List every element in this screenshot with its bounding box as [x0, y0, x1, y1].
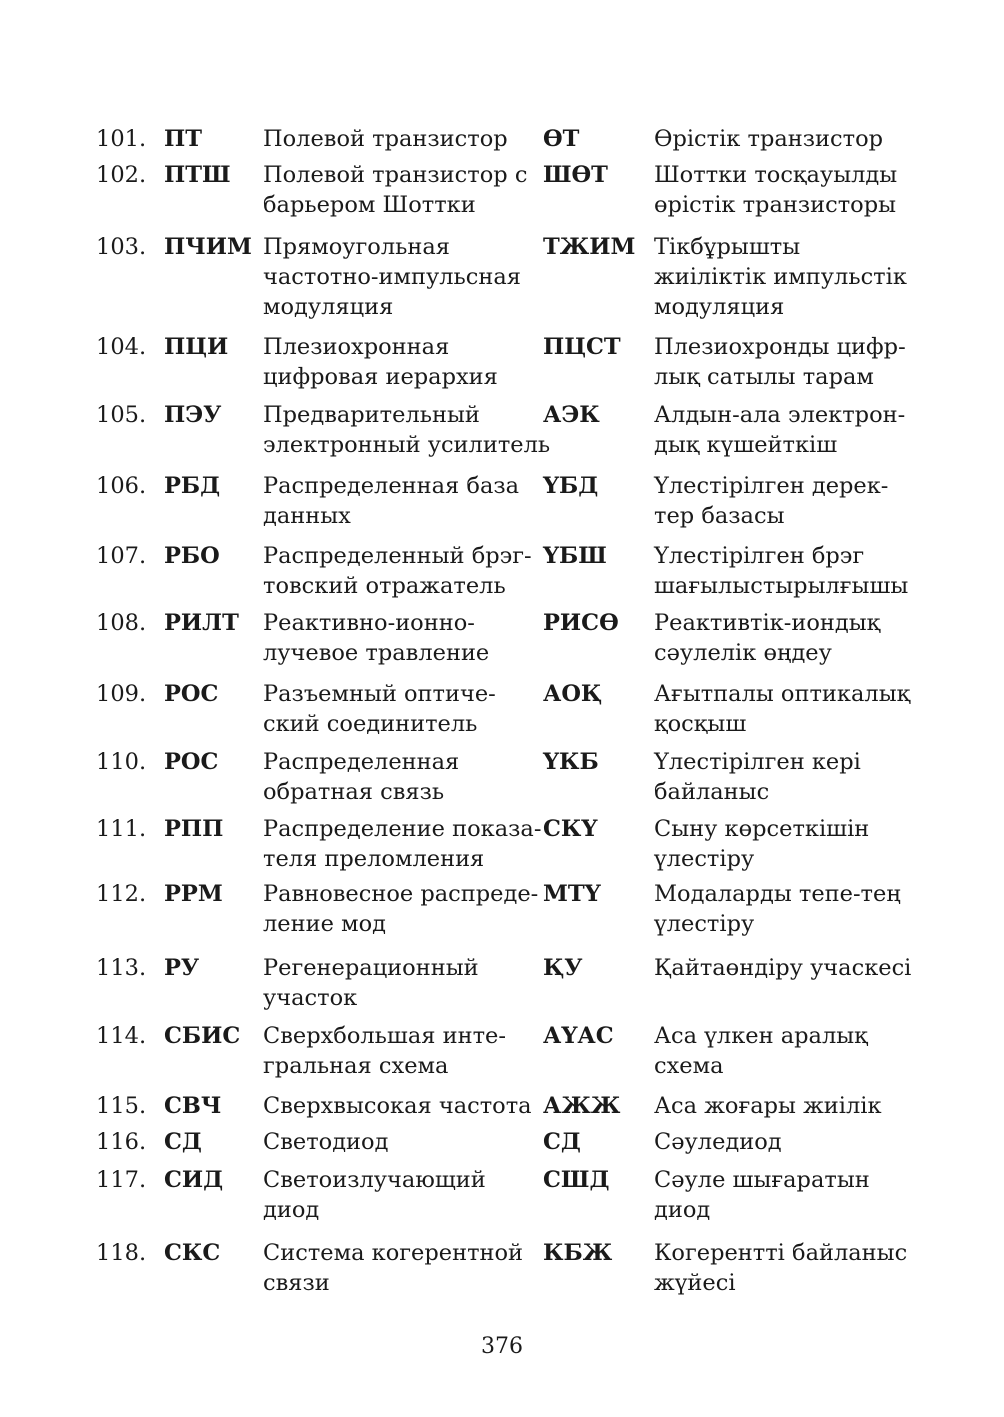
kazakh-term-line: Модаларды тепе-тең	[654, 881, 901, 907]
russian-term-line: частотно-импульсная	[263, 264, 521, 290]
entry-number: 102.	[96, 162, 147, 188]
russian-term	[263, 400, 551, 460]
russian-abbreviation: РБД	[164, 473, 221, 499]
entry-number: 114.	[96, 1023, 147, 1049]
kazakh-term-line: тер базасы	[654, 503, 785, 529]
russian-term-line: Полевой транзистор с	[263, 162, 528, 188]
russian-term-line: Реактивно-ионно-	[263, 610, 475, 636]
russian-term-line: гральная схема	[263, 1053, 449, 1079]
russian-abbreviation: СВЧ	[164, 1093, 222, 1119]
kazakh-term-line: шағылыстырылғышы	[654, 573, 909, 599]
russian-term	[263, 332, 533, 392]
kazakh-term	[654, 400, 954, 460]
russian-term-line: Сверхбольшая инте-	[263, 1023, 506, 1049]
kazakh-abbreviation: ТЖИМ	[543, 234, 636, 260]
kazakh-term-line: Сәуледиод	[654, 1129, 782, 1155]
kazakh-term-line: Сәуле шығаратын	[654, 1167, 870, 1193]
kazakh-term	[654, 471, 954, 531]
kazakh-abbreviation: АОҚ	[543, 681, 603, 707]
russian-abbreviation: СД	[164, 1129, 202, 1155]
kazakh-abbreviation: ПЦСТ	[543, 334, 621, 360]
kazakh-abbreviation: МТҮ	[543, 881, 601, 907]
entry-number: 108.	[96, 610, 147, 636]
kazakh-term	[654, 541, 954, 601]
entry-number: 109.	[96, 681, 147, 707]
kazakh-term	[654, 1238, 954, 1298]
russian-abbreviation: ПЦИ	[164, 334, 229, 360]
kazakh-abbreviation: РИСӨ	[543, 610, 619, 636]
russian-term	[263, 1091, 533, 1121]
kazakh-term-line: лық сатылы тарам	[654, 364, 874, 390]
russian-term-line: Равновесное распреде-	[263, 881, 539, 907]
kazakh-term-line: модуляция	[654, 294, 785, 320]
russian-term	[263, 747, 533, 807]
russian-term-line: Сверхвысокая частота	[263, 1093, 532, 1119]
russian-term-line: Светоизлучающий	[263, 1167, 486, 1193]
entry-number: 112.	[96, 881, 147, 907]
russian-term	[263, 1238, 533, 1298]
kazakh-abbreviation: ҚУ	[543, 955, 583, 981]
kazakh-term-line: Өрістік транзистор	[654, 126, 884, 152]
kazakh-term-line: Ағытпалы оптикалық	[654, 681, 911, 707]
kazakh-term	[654, 1091, 954, 1121]
kazakh-term	[654, 1127, 954, 1157]
russian-term	[263, 160, 533, 220]
entry-number: 103.	[96, 234, 147, 260]
russian-term	[263, 1021, 533, 1081]
entry-number: 101.	[96, 126, 147, 152]
kazakh-term-line: Реактивтік-иондық	[654, 610, 881, 636]
kazakh-abbreviation: ШӨТ	[543, 162, 608, 188]
kazakh-term	[654, 814, 954, 874]
russian-term-line: барьером Шоттки	[263, 192, 476, 218]
russian-abbreviation: ПТШ	[164, 162, 231, 188]
kazakh-abbreviation: ҮКБ	[543, 749, 599, 775]
page-number: 376	[481, 1334, 523, 1359]
russian-abbreviation: СКС	[164, 1240, 221, 1266]
russian-term	[263, 1165, 533, 1225]
entry-number: 110.	[96, 749, 147, 775]
russian-term-line: Светодиод	[263, 1129, 389, 1155]
kazakh-term	[654, 608, 954, 668]
russian-term-line: товский отражатель	[263, 573, 506, 599]
entry-number: 113.	[96, 955, 147, 981]
russian-term	[263, 124, 533, 154]
kazakh-abbreviation: ӨТ	[543, 126, 580, 152]
russian-term	[263, 541, 533, 601]
kazakh-term-line: Үлестірілген дерек-	[654, 473, 889, 499]
entry-number: 117.	[96, 1167, 147, 1193]
russian-term-line: ление мод	[263, 911, 386, 937]
russian-term-line: электронный усилитель	[263, 432, 551, 458]
kazakh-term	[654, 232, 954, 322]
kazakh-term-line: қосқыш	[654, 711, 747, 737]
kazakh-abbreviation: СКҮ	[543, 816, 598, 842]
kazakh-term-line: Тікбұрышты	[654, 234, 801, 260]
entry-number: 111.	[96, 816, 147, 842]
kazakh-term	[654, 124, 954, 154]
kazakh-term-line: диод	[654, 1197, 711, 1223]
russian-abbreviation: ПТ	[164, 126, 202, 152]
kazakh-term	[654, 160, 954, 220]
russian-term-line: Плезиохронная	[263, 334, 450, 360]
kazakh-term-line: схема	[654, 1053, 724, 1079]
kazakh-term-line: Үлестірілген брэг	[654, 543, 865, 569]
kazakh-term-line: Аса жоғары жиілік	[654, 1093, 882, 1119]
russian-abbreviation: РОС	[164, 681, 219, 707]
kazakh-term	[654, 1021, 954, 1081]
russian-term-line: Предварительный	[263, 402, 480, 428]
russian-abbreviation: РОС	[164, 749, 219, 775]
russian-term-line: Прямоугольная	[263, 234, 450, 260]
kazakh-term-line: Шоттки тосқауылды	[654, 162, 898, 188]
entry-number: 116.	[96, 1129, 147, 1155]
kazakh-term-line: үлестіру	[654, 846, 755, 872]
russian-term-line: Распределенная база	[263, 473, 520, 499]
russian-term-line: модуляция	[263, 294, 394, 320]
russian-term	[263, 1127, 533, 1157]
kazakh-term	[654, 879, 954, 939]
russian-term-line: Разъемный оптиче-	[263, 681, 496, 707]
kazakh-term-line: жиіліктік импульстік	[654, 264, 907, 290]
kazakh-abbreviation: ҮБД	[543, 473, 599, 499]
russian-term-line: Распределение показа-	[263, 816, 542, 842]
russian-term	[263, 471, 533, 531]
russian-abbreviation: ПЭУ	[164, 402, 222, 428]
russian-term-line: обратная связь	[263, 779, 445, 805]
russian-term-line: теля преломления	[263, 846, 485, 872]
russian-abbreviation: РПП	[164, 816, 224, 842]
russian-abbreviation: РРМ	[164, 881, 223, 907]
russian-term-line: Регенерационный	[263, 955, 479, 981]
entry-number: 118.	[96, 1240, 147, 1266]
kazakh-term	[654, 747, 954, 807]
kazakh-term	[654, 1165, 954, 1225]
russian-term-line: цифровая иерархия	[263, 364, 498, 390]
kazakh-term-line: Сыну көрсеткішін	[654, 816, 870, 842]
kazakh-term-line: Қайтаөндіру учаскесі	[654, 955, 912, 981]
entry-number: 115.	[96, 1093, 147, 1119]
entry-number: 104.	[96, 334, 147, 360]
kazakh-term	[654, 953, 954, 983]
kazakh-term	[654, 332, 954, 392]
entry-number: 106.	[96, 473, 147, 499]
kazakh-abbreviation: АҮАС	[543, 1023, 614, 1049]
kazakh-abbreviation: ҮБШ	[543, 543, 607, 569]
kazakh-abbreviation: АЖЖ	[543, 1093, 621, 1119]
kazakh-term-line: жүйесі	[654, 1270, 736, 1296]
kazakh-abbreviation: СД	[543, 1129, 581, 1155]
russian-term-line: ский соединитель	[263, 711, 478, 737]
russian-abbreviation: РИЛТ	[164, 610, 239, 636]
kazakh-term-line: үлестіру	[654, 911, 755, 937]
russian-term-line: участок	[263, 985, 358, 1011]
russian-term	[263, 679, 533, 739]
kazakh-term-line: өрістік транзисторы	[654, 192, 897, 218]
kazakh-term-line: сәулелік өңдеу	[654, 640, 832, 666]
russian-term	[263, 608, 533, 668]
kazakh-abbreviation: КБЖ	[543, 1240, 613, 1266]
kazakh-term-line: Аса үлкен аралық	[654, 1023, 868, 1049]
russian-term	[263, 953, 533, 1013]
russian-abbreviation: СБИС	[164, 1023, 241, 1049]
kazakh-term	[654, 679, 954, 739]
russian-term-line: Полевой транзистор	[263, 126, 508, 152]
russian-term-line: данных	[263, 503, 351, 529]
russian-term-line: Распределенный брэг-	[263, 543, 532, 569]
russian-abbreviation: СИД	[164, 1167, 224, 1193]
russian-abbreviation: РУ	[164, 955, 200, 981]
kazakh-term-line: байланыс	[654, 779, 770, 805]
russian-term	[263, 814, 542, 874]
kazakh-term-line: Алдын-ала электрон-	[654, 402, 906, 428]
kazakh-abbreviation: СШД	[543, 1167, 610, 1193]
entry-number: 105.	[96, 402, 147, 428]
russian-term-line: связи	[263, 1270, 330, 1296]
kazakh-term-line: дық күшейткіш	[654, 432, 838, 458]
russian-term-line: лучевое травление	[263, 640, 490, 666]
russian-term-line: Система когерентной	[263, 1240, 524, 1266]
kazakh-term-line: Үлестірілген кері	[654, 749, 861, 775]
russian-term-line: Распределенная	[263, 749, 460, 775]
russian-term-line: диод	[263, 1197, 320, 1223]
kazakh-term-line: Плезиохронды цифр-	[654, 334, 906, 360]
russian-abbreviation: ПЧИМ	[164, 234, 252, 260]
entry-number: 107.	[96, 543, 147, 569]
kazakh-abbreviation: АЭК	[543, 402, 600, 428]
russian-term	[263, 879, 539, 939]
kazakh-term-line: Когерентті байланыс	[654, 1240, 908, 1266]
russian-abbreviation: РБО	[164, 543, 220, 569]
russian-term	[263, 232, 533, 322]
